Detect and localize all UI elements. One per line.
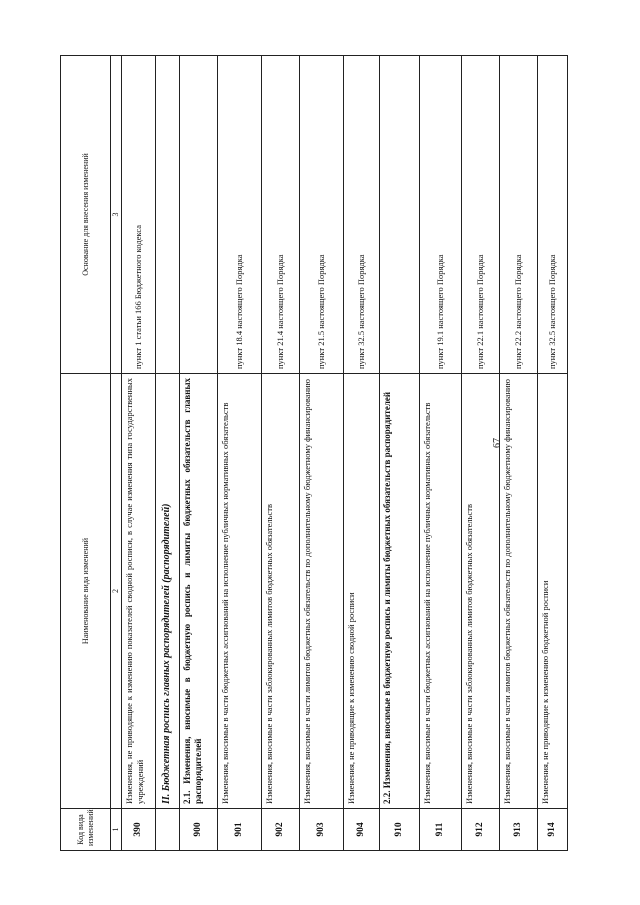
row-name: Изменения, вносимые в части лимитов бюджетных обязательств по дополнительному бюджетному финансированию — [300, 374, 344, 809]
changes-table-wrapper — [60, 56, 558, 851]
row-name: Изменения, не приводящие к изменению показателей сводной росписи, в случае изменения типа государственных учреждений — [122, 374, 156, 809]
subsection-title: 2.2. Изменения, вносимые в бюджетную роспись и лимиты бюджетных обязательств распорядителей — [380, 374, 420, 809]
column-number: 1 — [111, 809, 122, 851]
row-basis: пункт 1 статьи 166 Бюджетного кодекса — [122, 56, 156, 374]
section-row — [156, 56, 180, 851]
row-code: 911 — [420, 809, 462, 851]
row-basis — [380, 56, 420, 374]
row-code: 910 — [380, 809, 420, 851]
page-number: 67 — [492, 438, 503, 448]
row-name: Изменения, вносимые в части бюджетных ассигнований на исполнение публичных нормативных обязательств — [218, 374, 262, 809]
row-basis: пункт 21.5 настоящего Порядка — [300, 56, 344, 374]
column-number: 2 — [111, 374, 122, 809]
table-row — [538, 56, 568, 851]
row-name: Изменения, вносимые в части бюджетных ассигнований на исполнение публичных нормативных обязательств — [420, 374, 462, 809]
table-row — [420, 56, 462, 851]
header-name: Наименование вида изменений — [61, 374, 111, 809]
row-name: Изменения, вносимые в части лимитов бюджетных обязательств по дополнительному бюджетному финансированию — [500, 374, 538, 809]
header-code: Код вида изменений — [61, 809, 111, 851]
row-basis — [180, 56, 218, 374]
row-code: 904 — [344, 809, 380, 851]
table-row — [500, 56, 538, 851]
table-row — [122, 56, 156, 851]
header-basis: Основание для внесения изменений — [61, 56, 111, 374]
table-row — [344, 56, 380, 851]
row-basis: пункт 32.5 настоящего Порядка — [344, 56, 380, 374]
section-title: II. Бюджетная роспись главных распорядителей (распорядителей) — [156, 374, 180, 809]
row-basis: пункт 21.4 настоящего Порядка — [262, 56, 300, 374]
row-basis: пункт 22.2 настоящего Порядка — [500, 56, 538, 374]
row-code: 902 — [262, 809, 300, 851]
row-code: 900 — [180, 809, 218, 851]
row-basis — [156, 56, 180, 374]
changes-table — [60, 55, 568, 851]
row-basis: пункт 18.4 настоящего Порядка — [218, 56, 262, 374]
table-row — [462, 56, 500, 851]
row-basis: пункт 19.1 настоящего Порядка — [420, 56, 462, 374]
row-name: Изменения, не приводящие к изменению сводной росписи — [344, 374, 380, 809]
subsection-row — [380, 56, 420, 851]
row-code: 901 — [218, 809, 262, 851]
row-basis: пункт 32.5 настоящего Порядка — [538, 56, 568, 374]
subsection-row — [180, 56, 218, 851]
row-code: 912 — [462, 809, 500, 851]
subsection-title: 2.1. Изменения, вносимые в бюджетную роспись и лимиты бюджетных обязательств главных распорядителей — [180, 374, 218, 809]
row-code: 903 — [300, 809, 344, 851]
column-number: 3 — [111, 56, 122, 374]
row-basis: пункт 22.1 настоящего Порядка — [462, 56, 500, 374]
table-row — [262, 56, 300, 851]
row-code: 914 — [538, 809, 568, 851]
table-row — [300, 56, 344, 851]
row-code — [156, 809, 180, 851]
row-code: 390 — [122, 809, 156, 851]
row-name: Изменения, не приводящие к изменению бюджетной росписи — [538, 374, 568, 809]
row-name: Изменения, вносимые в части заблокированных лимитов бюджетных обязательств — [262, 374, 300, 809]
column-number-row — [111, 56, 122, 851]
row-name: Изменения, вносимые в части заблокированных лимитов бюджетных обязательств — [462, 374, 500, 809]
row-code: 913 — [500, 809, 538, 851]
table-row — [218, 56, 262, 851]
